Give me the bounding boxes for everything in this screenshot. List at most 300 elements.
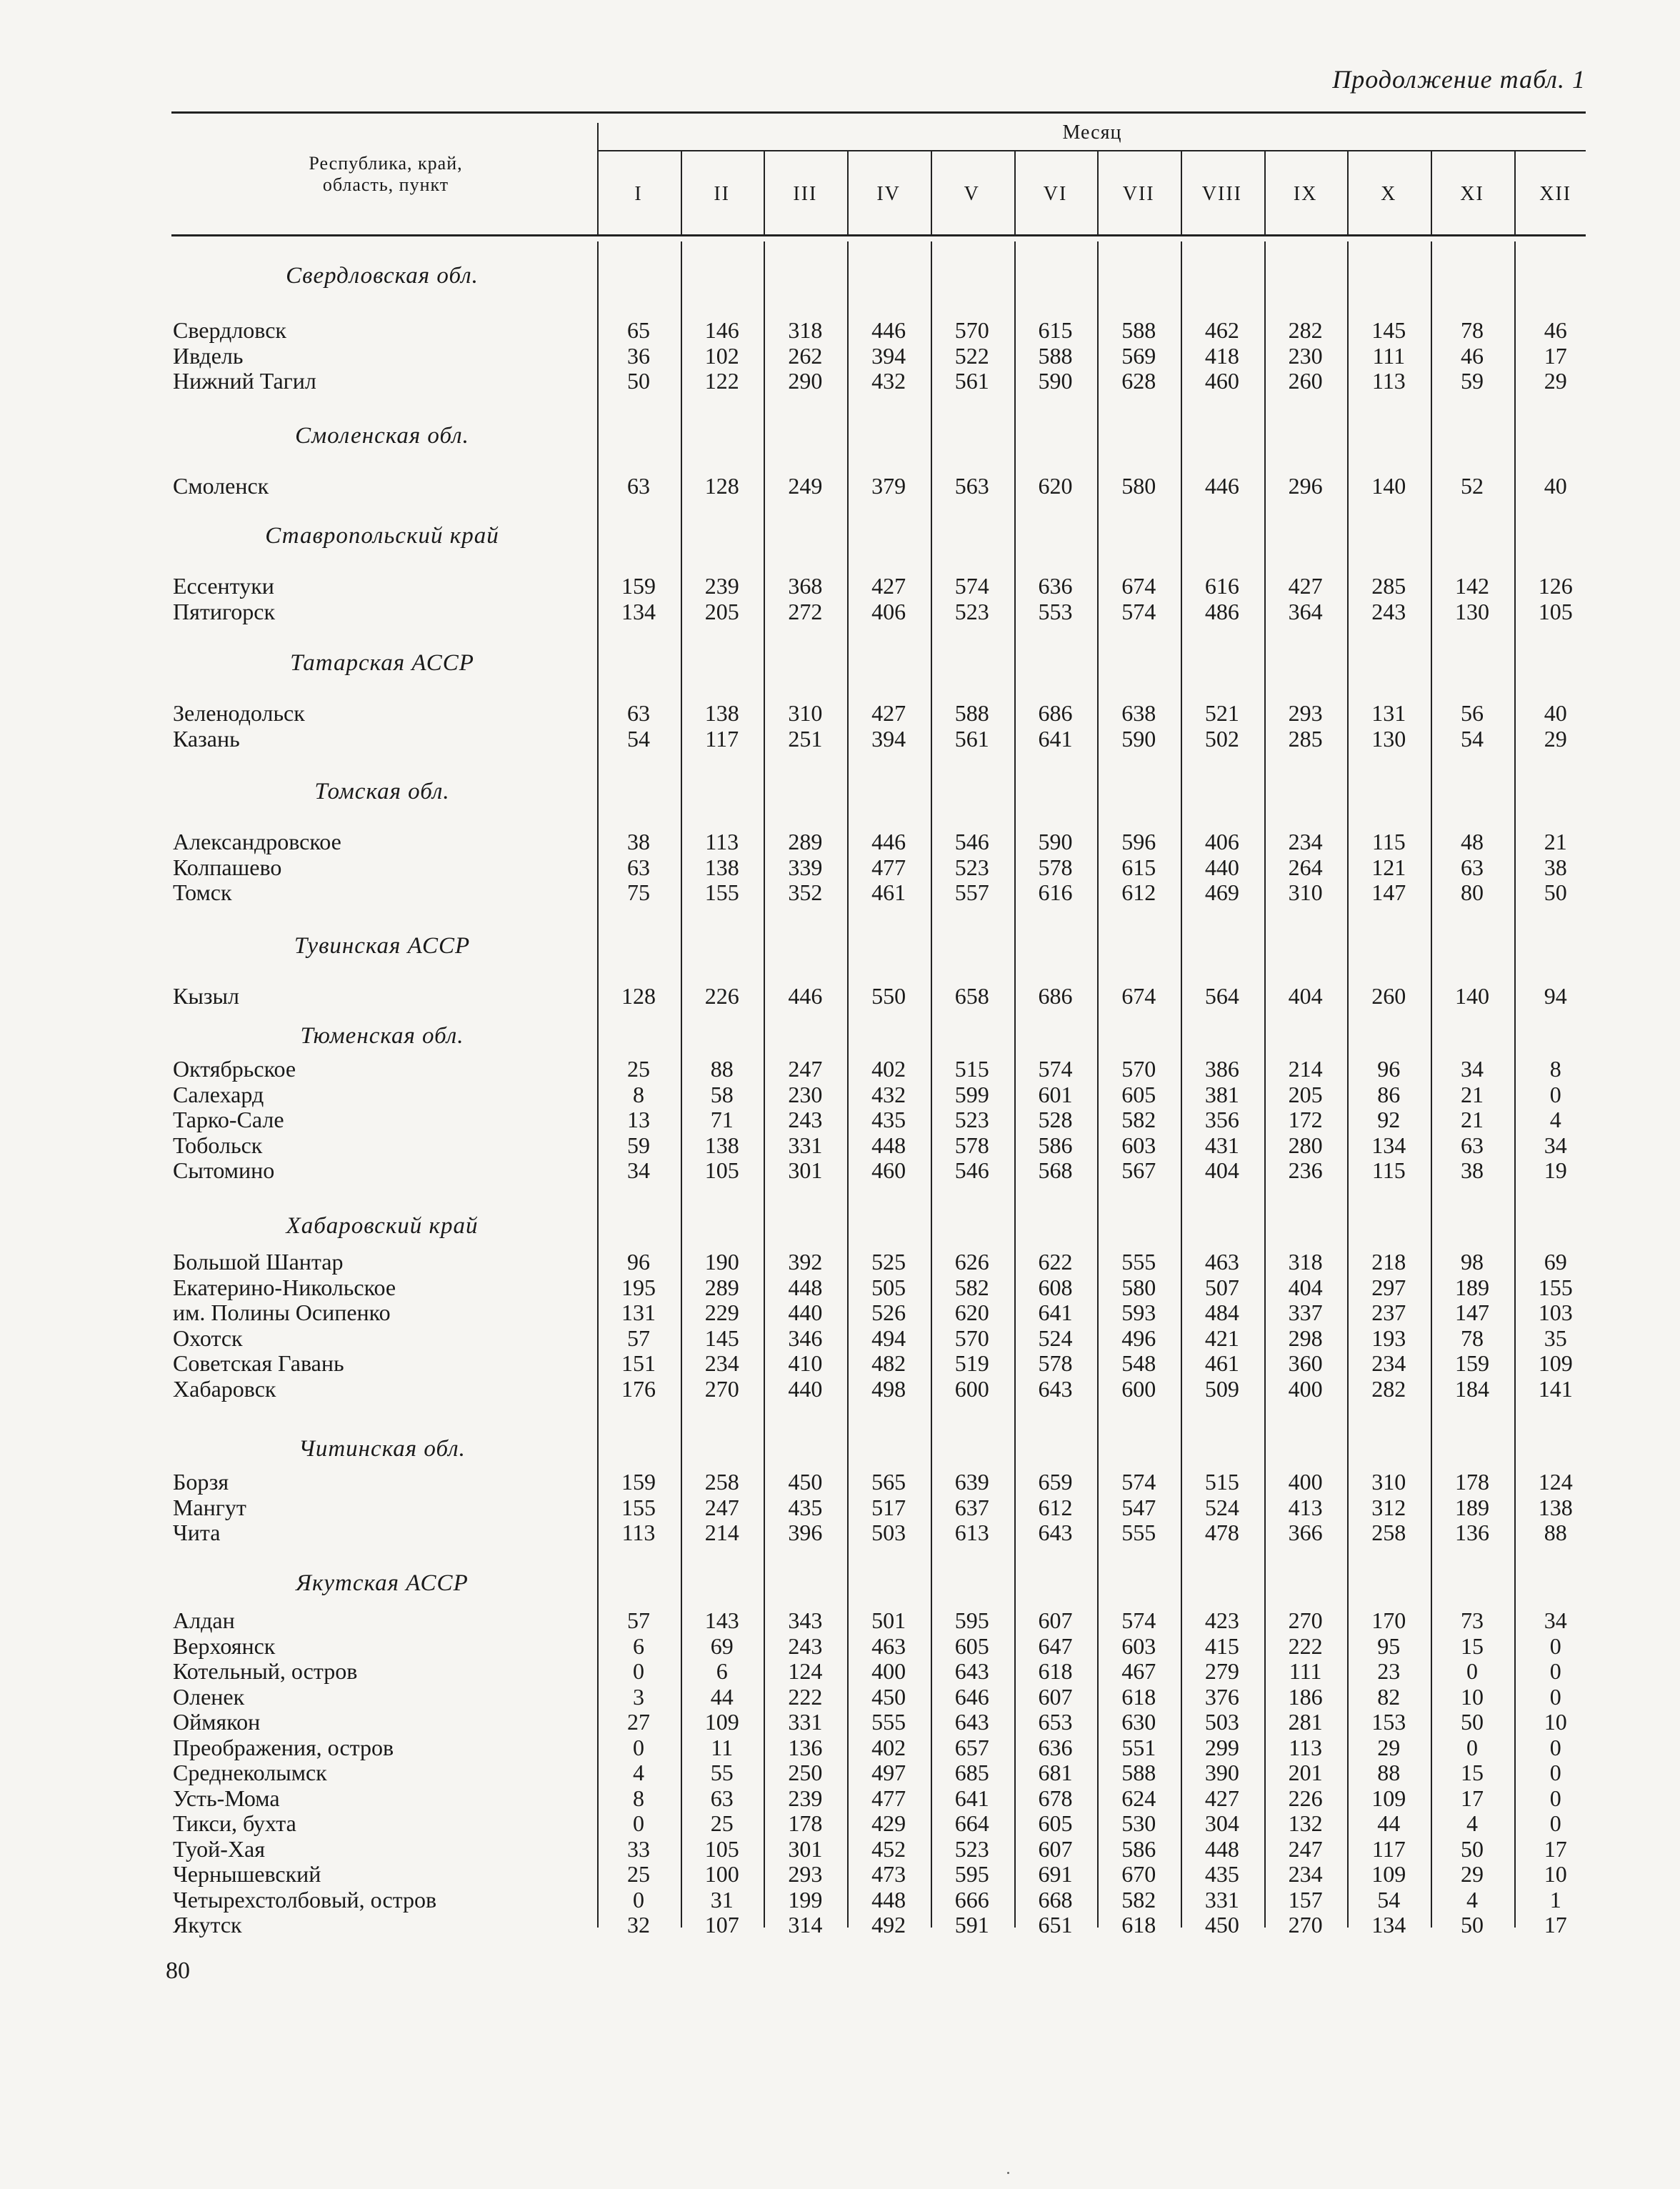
- table-cell: 394: [871, 342, 906, 369]
- place-name: Салехард: [173, 1081, 264, 1107]
- table-cell: 298: [1288, 1325, 1323, 1351]
- table-cell: 574: [1121, 1607, 1156, 1633]
- table-cell: 103: [1538, 1300, 1573, 1325]
- table-cell: 55: [710, 1760, 734, 1785]
- table-cell: 639: [954, 1469, 989, 1495]
- table-cell: 19: [1544, 1157, 1567, 1183]
- table-cell: 647: [1038, 1632, 1073, 1659]
- table-cell: 94: [1544, 983, 1567, 1009]
- table-cell: 134: [1371, 1912, 1406, 1938]
- table-cell: 368: [788, 573, 823, 599]
- region-heading: Свердловская обл.: [286, 263, 479, 289]
- table-cell: 218: [1371, 1249, 1406, 1275]
- table-cell: 143: [704, 1607, 739, 1633]
- table-cell: 184: [1455, 1375, 1489, 1402]
- table-cell: 605: [1038, 1810, 1073, 1836]
- place-name: Ивдель: [173, 342, 244, 369]
- table-cell: 570: [954, 1325, 989, 1351]
- table-cell: 547: [1121, 1494, 1156, 1520]
- table-cell: 285: [1288, 725, 1323, 752]
- table-cell: 63: [710, 1785, 734, 1811]
- table-cell: 15: [1461, 1760, 1484, 1785]
- table-cell: 157: [1288, 1886, 1323, 1913]
- table-cell: 130: [1371, 725, 1406, 752]
- table-cell: 593: [1121, 1300, 1156, 1325]
- table-cell: 463: [1204, 1249, 1239, 1275]
- table-cell: 557: [954, 879, 989, 905]
- place-name: Усть-Мома: [173, 1785, 280, 1811]
- table-cell: 297: [1371, 1274, 1406, 1300]
- table-cell: 517: [871, 1494, 906, 1520]
- table-cell: 4: [1466, 1810, 1478, 1836]
- table-cell: 366: [1288, 1520, 1323, 1545]
- table-cell: 0: [633, 1810, 644, 1836]
- table-cell: 494: [871, 1325, 906, 1351]
- table-cell: 25: [627, 1056, 650, 1082]
- month-header-XII: XII: [1539, 183, 1572, 205]
- place-name: Колпашево: [173, 854, 282, 880]
- place-name: Котельный, остров: [173, 1658, 358, 1684]
- table-cell: 352: [788, 879, 823, 905]
- table-cell: 11: [711, 1734, 734, 1760]
- table-cell: 8: [1549, 1056, 1561, 1082]
- table-cell: 159: [621, 573, 656, 599]
- table-cell: 115: [1371, 1157, 1406, 1183]
- table-cell: 243: [1371, 598, 1406, 624]
- table-cell: 189: [1455, 1494, 1489, 1520]
- table-cell: 431: [1204, 1132, 1239, 1158]
- table-cell: 601: [1038, 1081, 1073, 1107]
- table-cell: 34: [627, 1157, 650, 1183]
- table-cell: 418: [1204, 342, 1239, 369]
- table-cell: 343: [788, 1607, 823, 1633]
- table-cell: 651: [1038, 1912, 1073, 1938]
- table-cell: 178: [788, 1810, 823, 1836]
- table-cell: 0: [1466, 1734, 1478, 1760]
- table-cell: 561: [954, 725, 989, 752]
- table-cell: 131: [621, 1300, 656, 1325]
- month-header-rule: [599, 150, 1586, 151]
- table-cell: 109: [1371, 1785, 1406, 1811]
- place-name: Хабаровск: [173, 1375, 276, 1402]
- table-cell: 17: [1544, 1912, 1567, 1938]
- table-cell: 582: [1121, 1886, 1156, 1913]
- table-cell: 214: [1288, 1056, 1323, 1082]
- table-cell: 492: [871, 1912, 906, 1938]
- place-name: Зеленодольск: [173, 700, 305, 726]
- table-cell: 435: [1204, 1861, 1239, 1887]
- table-cell: 658: [954, 983, 989, 1009]
- table-cell: 54: [1377, 1886, 1401, 1913]
- table-cell: 440: [788, 1300, 823, 1325]
- table-cell: 38: [1461, 1157, 1484, 1183]
- table-cell: 595: [954, 1861, 989, 1887]
- place-name: Александровское: [173, 829, 341, 854]
- table-cell: 551: [1121, 1734, 1156, 1760]
- table-cell: 523: [954, 854, 989, 880]
- header-column-separator: [1347, 151, 1349, 234]
- header-column-separator: [1431, 151, 1432, 234]
- table-cell: 247: [704, 1494, 739, 1520]
- place-name: Сытомино: [173, 1157, 275, 1183]
- table-cell: 528: [1038, 1107, 1073, 1132]
- table-cell: 153: [1371, 1709, 1406, 1735]
- table-cell: 48: [1461, 829, 1484, 854]
- table-cell: 4: [633, 1760, 644, 1785]
- table-cell: 138: [1538, 1494, 1573, 1520]
- table-cell: 450: [871, 1683, 906, 1710]
- table-cell: 75: [627, 879, 650, 905]
- place-name: Чита: [173, 1520, 221, 1545]
- table-cell: 50: [1544, 879, 1567, 905]
- table-cell: 569: [1121, 342, 1156, 369]
- table-cell: 376: [1204, 1683, 1239, 1710]
- table-cell: 460: [1204, 368, 1239, 394]
- table-cell: 503: [1204, 1709, 1239, 1735]
- table-cell: 8: [633, 1081, 644, 1107]
- table-cell: 641: [1038, 1300, 1073, 1325]
- table-cell: 590: [1121, 725, 1156, 752]
- month-header-I: I: [634, 183, 643, 205]
- table-cell: 379: [871, 473, 906, 499]
- table-cell: 686: [1038, 983, 1073, 1009]
- table-cell: 440: [1204, 854, 1239, 880]
- table-cell: 664: [954, 1810, 989, 1836]
- place-name: Свердловск: [173, 317, 286, 343]
- table-cell: 54: [627, 725, 650, 752]
- table-cell: 270: [704, 1375, 739, 1402]
- table-cell: 555: [1121, 1520, 1156, 1545]
- table-cell: 641: [954, 1785, 989, 1811]
- place-name: Алдан: [173, 1607, 235, 1633]
- table-cell: 243: [788, 1632, 823, 1659]
- table-cell: 515: [1204, 1469, 1239, 1495]
- table-cell: 314: [788, 1912, 823, 1938]
- table-cell: 293: [788, 1861, 823, 1887]
- table-cell: 107: [704, 1912, 739, 1938]
- place-name: Охотск: [173, 1325, 243, 1351]
- table-cell: 565: [871, 1469, 906, 1495]
- table-cell: 40: [1544, 473, 1567, 499]
- place-name: Казань: [173, 725, 240, 752]
- table-cell: 34: [1544, 1607, 1567, 1633]
- table-cell: 567: [1121, 1157, 1156, 1183]
- table-cell: 155: [1538, 1274, 1573, 1300]
- place-name: Тобольск: [173, 1132, 263, 1158]
- table-cell: 193: [1371, 1325, 1406, 1351]
- table-cell: 147: [1371, 879, 1406, 905]
- place-name: Мангут: [173, 1494, 246, 1520]
- place-name: Оленек: [173, 1683, 245, 1710]
- month-header-II: II: [714, 183, 731, 205]
- stub-column-header: Республика, край, область, пункт: [309, 153, 463, 195]
- table-cell: 63: [1461, 854, 1484, 880]
- place-name: Кызыл: [173, 983, 239, 1009]
- table-cell: 603: [1121, 1132, 1156, 1158]
- month-header-VI: VI: [1043, 183, 1068, 205]
- table-cell: 590: [1038, 368, 1073, 394]
- table-cell: 400: [871, 1658, 906, 1684]
- table-cell: 234: [704, 1350, 739, 1376]
- table-cell: 178: [1455, 1469, 1489, 1495]
- table-cell: 392: [788, 1249, 823, 1275]
- region-heading: Тюменская обл.: [300, 1023, 464, 1049]
- table-cell: 136: [1455, 1520, 1489, 1545]
- table-cell: 400: [1288, 1469, 1323, 1495]
- table-cell: 105: [704, 1157, 739, 1183]
- table-cell: 109: [1371, 1861, 1406, 1887]
- table-cell: 52: [1461, 473, 1484, 499]
- table-cell: 65: [627, 317, 650, 343]
- table-cell: 57: [627, 1607, 650, 1633]
- table-cell: 50: [1461, 1912, 1484, 1938]
- table-cell: 555: [1121, 1249, 1156, 1275]
- table-cell: 448: [871, 1886, 906, 1913]
- header-column-separator: [931, 151, 932, 234]
- table-cell: 78: [1461, 1325, 1484, 1351]
- table-cell: 301: [788, 1157, 823, 1183]
- table-cell: 234: [1288, 829, 1323, 854]
- table-cell: 141: [1538, 1375, 1573, 1402]
- place-name: Пятигорск: [173, 598, 276, 624]
- table-cell: 580: [1121, 1274, 1156, 1300]
- table-cell: 69: [1544, 1249, 1567, 1275]
- table-cell: 34: [1544, 1132, 1567, 1158]
- region-heading: Татарская АССР: [290, 650, 474, 676]
- table-cell: 653: [1038, 1709, 1073, 1735]
- table-cell: 138: [704, 700, 739, 726]
- table-cell: 421: [1204, 1325, 1239, 1351]
- table-cell: 404: [1288, 983, 1323, 1009]
- table-cell: 524: [1204, 1494, 1239, 1520]
- table-cell: 432: [871, 368, 906, 394]
- table-cell: 482: [871, 1350, 906, 1376]
- table-cell: 0: [633, 1886, 644, 1913]
- table-cell: 155: [621, 1494, 656, 1520]
- table-cell: 146: [704, 317, 739, 343]
- table-cell: 346: [788, 1325, 823, 1351]
- table-cell: 29: [1461, 1861, 1484, 1887]
- table-cell: 109: [1538, 1350, 1573, 1376]
- table-cell: 172: [1288, 1107, 1323, 1132]
- table-cell: 646: [954, 1683, 989, 1710]
- table-cell: 29: [1377, 1734, 1401, 1760]
- table-cell: 586: [1038, 1132, 1073, 1158]
- table-cell: 670: [1121, 1861, 1156, 1887]
- table-cell: 446: [1204, 473, 1239, 499]
- place-name: им. Полины Осипенко: [173, 1300, 391, 1325]
- table-cell: 515: [954, 1056, 989, 1082]
- table-cell: 236: [1288, 1157, 1323, 1183]
- table-cell: 628: [1121, 368, 1156, 394]
- table-cell: 56: [1461, 700, 1484, 726]
- table-cell: 222: [1288, 1632, 1323, 1659]
- table-cell: 190: [704, 1249, 739, 1275]
- table-cell: 519: [954, 1350, 989, 1376]
- table-cell: 189: [1455, 1274, 1489, 1300]
- table-cell: 134: [1371, 1132, 1406, 1158]
- table-cell: 580: [1121, 473, 1156, 499]
- table-cell: 285: [1371, 573, 1406, 599]
- table-cell: 522: [954, 342, 989, 369]
- place-name: Среднеколымск: [173, 1760, 327, 1785]
- table-cell: 310: [788, 700, 823, 726]
- table-cell: 226: [704, 983, 739, 1009]
- table-cell: 473: [871, 1861, 906, 1887]
- table-cell: 10: [1544, 1709, 1567, 1735]
- header-column-separator: [1097, 151, 1099, 234]
- region-heading: Смоленская обл.: [295, 423, 469, 449]
- table-cell: 427: [871, 700, 906, 726]
- table-cell: 525: [871, 1249, 906, 1275]
- table-cell: 280: [1288, 1132, 1323, 1158]
- table-cell: 452: [871, 1835, 906, 1862]
- table-cell: 54: [1461, 725, 1484, 752]
- table-cell: 38: [1544, 854, 1567, 880]
- table-cell: 600: [954, 1375, 989, 1402]
- table-cell: 132: [1288, 1810, 1323, 1836]
- table-cell: 450: [788, 1469, 823, 1495]
- table-cell: 170: [1371, 1607, 1406, 1633]
- table-cell: 44: [710, 1683, 734, 1710]
- table-cell: 88: [710, 1056, 734, 1082]
- table-cell: 34: [1461, 1056, 1484, 1082]
- table-cell: 435: [788, 1494, 823, 1520]
- table-cell: 643: [1038, 1520, 1073, 1545]
- table-cell: 446: [871, 317, 906, 343]
- table-cell: 446: [788, 983, 823, 1009]
- table-cell: 222: [788, 1683, 823, 1710]
- table-cell: 111: [1372, 342, 1406, 369]
- table-cell: 25: [627, 1861, 650, 1887]
- table-cell: 71: [710, 1107, 734, 1132]
- region-heading: Хабаровский край: [286, 1213, 479, 1239]
- table-cell: 35: [1544, 1325, 1567, 1351]
- region-heading: Ставропольский край: [265, 523, 499, 549]
- table-cell: 176: [621, 1375, 656, 1402]
- table-cell: 44: [1377, 1810, 1401, 1836]
- table-cell: 440: [788, 1375, 823, 1402]
- table-cell: 608: [1038, 1274, 1073, 1300]
- table-cell: 50: [1461, 1709, 1484, 1735]
- table-cell: 605: [954, 1632, 989, 1659]
- header-bottom-rule: [171, 234, 1586, 236]
- place-name: Оймякон: [173, 1709, 261, 1735]
- table-cell: 681: [1038, 1760, 1073, 1785]
- table-cell: 17: [1544, 1835, 1567, 1862]
- table-cell: 289: [788, 829, 823, 854]
- table-cell: 50: [1461, 1835, 1484, 1862]
- table-cell: 612: [1038, 1494, 1073, 1520]
- table-cell: 138: [704, 1132, 739, 1158]
- table-cell: 102: [704, 342, 739, 369]
- table-cell: 289: [704, 1274, 739, 1300]
- table-cell: 134: [621, 598, 656, 624]
- table-cell: 230: [1288, 342, 1323, 369]
- table-cell: 595: [954, 1607, 989, 1633]
- table-cell: 578: [954, 1132, 989, 1158]
- table-cell: 402: [871, 1056, 906, 1082]
- table-cell: 111: [1289, 1658, 1322, 1684]
- table-cell: 364: [1288, 598, 1323, 624]
- table-cell: 578: [1038, 1350, 1073, 1376]
- table-cell: 674: [1121, 573, 1156, 599]
- table-cell: 339: [788, 854, 823, 880]
- table-cell: 427: [871, 573, 906, 599]
- table-cell: 29: [1544, 368, 1567, 394]
- table-cell: 622: [1038, 1249, 1073, 1275]
- table-cell: 582: [954, 1274, 989, 1300]
- table-cell: 57: [627, 1325, 650, 1351]
- table-cell: 32: [627, 1912, 650, 1938]
- table-cell: 331: [1204, 1886, 1239, 1913]
- table-cell: 467: [1121, 1658, 1156, 1684]
- table-cell: 128: [621, 983, 656, 1009]
- table-cell: 498: [871, 1375, 906, 1402]
- table-cell: 293: [1288, 700, 1323, 726]
- table-cell: 413: [1288, 1494, 1323, 1520]
- table-cell: 1: [1549, 1886, 1561, 1913]
- table-cell: 138: [704, 854, 739, 880]
- table-cell: 448: [1204, 1835, 1239, 1862]
- table-cell: 523: [954, 1835, 989, 1862]
- table-cell: 78: [1461, 317, 1484, 343]
- table-cell: 0: [1549, 1632, 1561, 1659]
- table-cell: 145: [1371, 317, 1406, 343]
- table-cell: 98: [1461, 1249, 1484, 1275]
- table-cell: 301: [788, 1835, 823, 1862]
- table-cell: 605: [1121, 1081, 1156, 1107]
- table-cell: 427: [1288, 573, 1323, 599]
- table-cell: 40: [1544, 700, 1567, 726]
- place-name: Якутск: [173, 1912, 242, 1938]
- table-cell: 282: [1371, 1375, 1406, 1402]
- table-cell: 496: [1121, 1325, 1156, 1351]
- table-cell: 503: [871, 1520, 906, 1545]
- table-cell: 21: [1544, 829, 1567, 854]
- table-cell: 113: [1289, 1734, 1322, 1760]
- table-cell: 13: [627, 1107, 650, 1132]
- table-cell: 0: [1549, 1785, 1561, 1811]
- table-cell: 331: [788, 1132, 823, 1158]
- table-cell: 239: [704, 573, 739, 599]
- month-header-III: III: [793, 183, 818, 205]
- header-column-separator: [597, 123, 599, 234]
- table-cell: 507: [1204, 1274, 1239, 1300]
- table-cell: 258: [1371, 1520, 1406, 1545]
- table-cell: 249: [788, 473, 823, 499]
- table-cell: 0: [1549, 1683, 1561, 1710]
- region-heading: Томская обл.: [314, 779, 450, 804]
- table-cell: 523: [954, 598, 989, 624]
- table-cell: 86: [1377, 1081, 1401, 1107]
- table-cell: 304: [1204, 1810, 1239, 1836]
- table-cell: 310: [1371, 1469, 1406, 1495]
- table-cell: 0: [1466, 1658, 1478, 1684]
- table-cell: 95: [1377, 1632, 1401, 1659]
- table-cell: 17: [1461, 1785, 1484, 1811]
- table-cell: 124: [788, 1658, 823, 1684]
- place-name: Нижний Тагил: [173, 368, 316, 394]
- header-column-separator: [1014, 151, 1016, 234]
- table-cell: 523: [954, 1107, 989, 1132]
- table-cell: 25: [710, 1810, 734, 1836]
- header-column-separator: [1181, 151, 1182, 234]
- table-cell: 620: [1038, 473, 1073, 499]
- table-cell: 588: [1121, 1760, 1156, 1785]
- table-cell: 88: [1377, 1760, 1401, 1785]
- table-cell: 205: [1288, 1081, 1323, 1107]
